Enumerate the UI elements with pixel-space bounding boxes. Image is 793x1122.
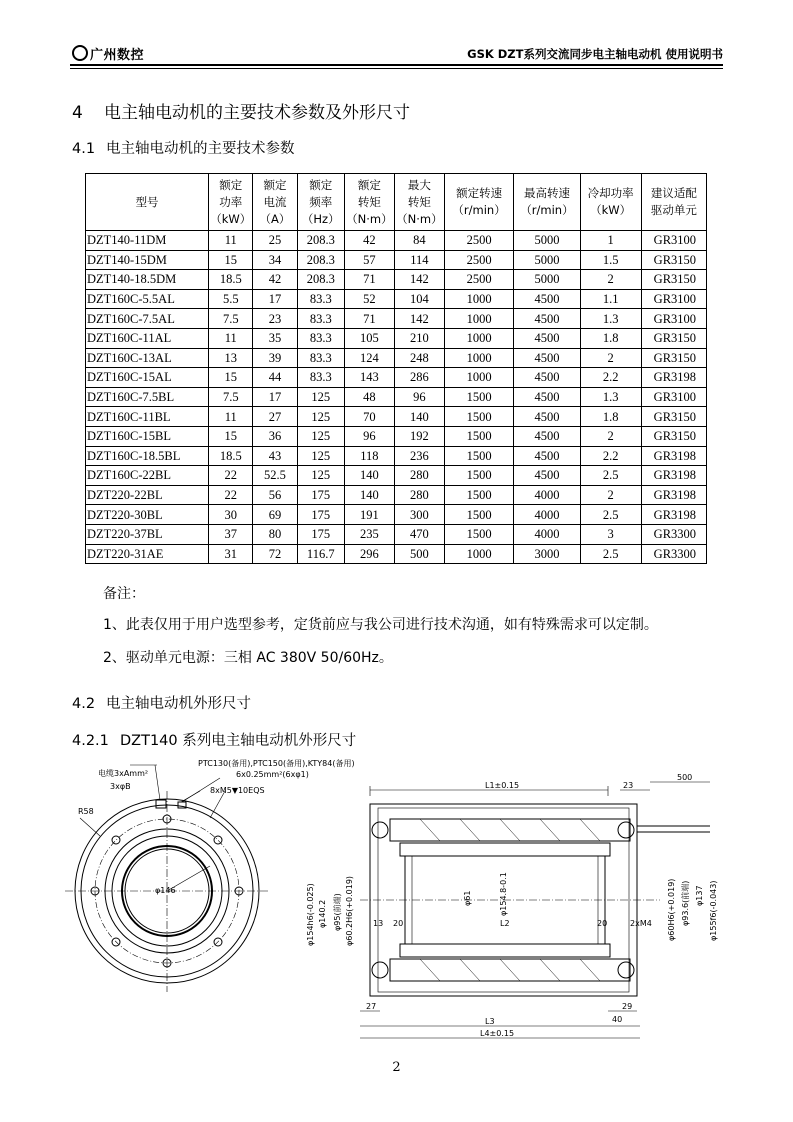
table-cell: 80 [253, 524, 297, 544]
note-item-2: 2、驱动单元电源：三相 AC 380V 50/60Hz。 [103, 650, 393, 666]
table-cell: 142 [394, 309, 444, 329]
table-cell: 116.7 [297, 544, 344, 564]
cell-driver: GR3198 [641, 466, 706, 486]
table-cell: 2500 [444, 250, 513, 270]
table-cell: 3000 [514, 544, 580, 564]
table-cell: 13 [209, 348, 253, 368]
table-row [86, 466, 707, 486]
table-cell: 1000 [444, 289, 513, 309]
table-cell: 83.3 [297, 368, 344, 388]
label-power-dia: 3xφB [110, 782, 131, 791]
table-cell: 125 [297, 407, 344, 427]
table-cell: 37 [209, 524, 253, 544]
label-phi936: φ93.6(前端) [681, 880, 690, 926]
table-cell: 143 [344, 368, 394, 388]
table-cell: 4500 [514, 466, 580, 486]
table-row [86, 446, 707, 466]
cell-model: DZT160C-11AL [86, 328, 209, 348]
table-cell: 30 [209, 505, 253, 525]
label-13: 13 [373, 919, 384, 928]
table-cell: 280 [394, 485, 444, 505]
table-cell: 5000 [514, 270, 580, 290]
cell-driver: GR3300 [641, 524, 706, 544]
table-cell: 235 [344, 524, 394, 544]
table-cell: 48 [344, 387, 394, 407]
cell-model: DZT140-15DM [86, 250, 209, 270]
table-cell: 1 [580, 231, 641, 251]
note-item-1: 1、此表仅用于用户选型参考，定货前应与我公司进行技术沟通，如有特殊需求可以定制。 [103, 617, 658, 633]
table-cell: 3 [580, 524, 641, 544]
cell-model: DZT160C-11BL [86, 407, 209, 427]
table-cell: 1500 [444, 426, 513, 446]
table-cell: 15 [209, 250, 253, 270]
table-cell: 1000 [444, 348, 513, 368]
table-cell: 1000 [444, 544, 513, 564]
table-cell: 140 [394, 407, 444, 427]
table-cell: 18.5 [209, 446, 253, 466]
col-max-torque: 最大 转矩 （N·m） [394, 174, 444, 231]
table-cell: 5.5 [209, 289, 253, 309]
cell-driver: GR3150 [641, 348, 706, 368]
label-phi95: φ95(前端) [333, 893, 342, 931]
table-cell: 2.5 [580, 544, 641, 564]
table-cell: 83.3 [297, 348, 344, 368]
table-cell: 208.3 [297, 270, 344, 290]
table-cell: 56 [253, 485, 297, 505]
table-row [86, 328, 707, 348]
table-cell: 4500 [514, 348, 580, 368]
table-row [86, 309, 707, 329]
table-cell: 175 [297, 485, 344, 505]
table-cell: 4500 [514, 387, 580, 407]
table-cell: 1500 [444, 466, 513, 486]
table-cell: 52 [344, 289, 394, 309]
table-cell: 4000 [514, 505, 580, 525]
spec-table [85, 173, 707, 564]
table-cell: 22 [209, 466, 253, 486]
label-l3: L3 [485, 1017, 495, 1026]
table-cell: 15 [209, 368, 253, 388]
gsk-logo-icon [72, 45, 88, 61]
table-row [86, 289, 707, 309]
table-cell: 71 [344, 270, 394, 290]
table-cell: 5000 [514, 250, 580, 270]
cell-model: DZT160C-22BL [86, 466, 209, 486]
table-row [86, 505, 707, 525]
table-cell: 1500 [444, 485, 513, 505]
table-cell: 18.5 [209, 270, 253, 290]
label-phi154h6: φ154h6(-0.025) [306, 883, 315, 946]
table-cell: 43 [253, 446, 297, 466]
table-cell: 210 [394, 328, 444, 348]
table-cell: 124 [344, 348, 394, 368]
table-cell: 71 [344, 309, 394, 329]
table-row [86, 485, 707, 505]
table-cell: 2 [580, 426, 641, 446]
table-cell: 208.3 [297, 231, 344, 251]
header-rule [70, 64, 723, 66]
label-phi60h6: φ60H6(+0.019) [667, 878, 676, 941]
table-cell: 280 [394, 466, 444, 486]
label-20a: 20 [393, 919, 404, 928]
table-cell: 27 [253, 407, 297, 427]
table-cell: 44 [253, 368, 297, 388]
table-cell: 2500 [444, 231, 513, 251]
table-cell: 1.1 [580, 289, 641, 309]
table-cell: 83.3 [297, 309, 344, 329]
table-cell: 11 [209, 231, 253, 251]
table-cell: 2.5 [580, 505, 641, 525]
table-cell: 1.8 [580, 407, 641, 427]
cell-driver: GR3150 [641, 328, 706, 348]
label-l4: L4±0.15 [480, 1029, 515, 1038]
table-cell: 248 [394, 348, 444, 368]
table-row [86, 426, 707, 446]
col-speed: 额定转速 （r/min） [444, 174, 513, 231]
table-cell: 300 [394, 505, 444, 525]
cell-model: DZT160C-15BL [86, 426, 209, 446]
table-cell: 2.5 [580, 466, 641, 486]
table-cell: 125 [297, 426, 344, 446]
table-cell: 83.3 [297, 328, 344, 348]
cell-model: DZT160C-5.5AL [86, 289, 209, 309]
label-r58: R58 [78, 807, 94, 816]
table-cell: 42 [253, 270, 297, 290]
table-cell: 52.5 [253, 466, 297, 486]
table-cell: 118 [344, 446, 394, 466]
table-cell: 1500 [444, 387, 513, 407]
table-cell: 5000 [514, 231, 580, 251]
table-cell: 1500 [444, 407, 513, 427]
table-row [86, 250, 707, 270]
table-cell: 34 [253, 250, 297, 270]
table-cell: 70 [344, 407, 394, 427]
label-screw: 8xM5▼10EQS [210, 786, 265, 795]
table-cell: 125 [297, 466, 344, 486]
manual-title: GSK DZT系列交流同步电主轴电动机 使用说明书 [467, 47, 723, 61]
table-cell: 114 [394, 250, 444, 270]
table-cell: 470 [394, 524, 444, 544]
table-cell: 2 [580, 270, 641, 290]
table-cell: 17 [253, 387, 297, 407]
label-phi155: φ155f6(-0.043) [709, 880, 718, 941]
table-cell: 4500 [514, 309, 580, 329]
col-cooling: 冷却功率 （kW） [580, 174, 641, 231]
label-power-wire: 电缆3xAmm² [98, 769, 149, 778]
table-cell: 208.3 [297, 250, 344, 270]
table-cell: 72 [253, 544, 297, 564]
table-cell: 175 [297, 524, 344, 544]
cell-model: DZT140-11DM [86, 231, 209, 251]
table-cell: 140 [344, 466, 394, 486]
section-heading-4: 4 电主轴电动机的主要技术参数及外形尺寸 [72, 103, 410, 123]
table-cell: 2 [580, 485, 641, 505]
label-l1: L1±0.15 [485, 781, 520, 790]
table-cell: 2 [580, 348, 641, 368]
table-cell: 83.3 [297, 289, 344, 309]
table-cell: 4000 [514, 485, 580, 505]
table-cell: 1500 [444, 505, 513, 525]
table-cell: 1.3 [580, 309, 641, 329]
table-cell: 125 [297, 387, 344, 407]
table-cell: 4500 [514, 407, 580, 427]
table-cell: 1500 [444, 446, 513, 466]
cell-driver: GR3198 [641, 446, 706, 466]
label-20b: 20 [597, 919, 608, 928]
label-phi137: φ137 [695, 885, 704, 906]
section-heading-4-2-1: 4.2.1 DZT140 系列电主轴电动机外形尺寸 [72, 733, 357, 749]
cell-model: DZT220-30BL [86, 505, 209, 525]
table-row [86, 407, 707, 427]
table-cell: 296 [344, 544, 394, 564]
table-cell: 57 [344, 250, 394, 270]
cell-model: DZT160C-18.5BL [86, 446, 209, 466]
table-cell: 42 [344, 231, 394, 251]
table-cell: 1.8 [580, 328, 641, 348]
table-cell: 25 [253, 231, 297, 251]
label-ptc: PTC130(备用),PTC150(备用),KTY84(备用) [198, 759, 355, 768]
table-cell: 142 [394, 270, 444, 290]
table-cell: 1.5 [580, 250, 641, 270]
table-cell: 4500 [514, 328, 580, 348]
table-cell: 1.3 [580, 387, 641, 407]
notes-title: 备注： [103, 586, 145, 602]
cell-model: DZT160C-13AL [86, 348, 209, 368]
table-cell: 175 [297, 505, 344, 525]
cell-model: DZT140-18.5DM [86, 270, 209, 290]
table-cell: 1000 [444, 309, 513, 329]
table-cell: 11 [209, 328, 253, 348]
table-cell: 22 [209, 485, 253, 505]
table-cell: 125 [297, 446, 344, 466]
cell-driver: GR3100 [641, 309, 706, 329]
table-cell: 4500 [514, 426, 580, 446]
table-cell: 4500 [514, 289, 580, 309]
col-model: 型号 [86, 174, 209, 231]
table-cell: 1000 [444, 328, 513, 348]
brand-logo: 广州数控 [72, 44, 144, 63]
table-cell: 39 [253, 348, 297, 368]
table-cell: 1500 [444, 524, 513, 544]
table-cell: 500 [394, 544, 444, 564]
table-cell: 2.2 [580, 368, 641, 388]
header-rule-thin [70, 68, 723, 69]
cell-driver: GR3198 [641, 368, 706, 388]
label-500: 500 [677, 773, 693, 782]
col-torque: 额定 转矩 （N·m） [344, 174, 394, 231]
cell-driver: GR3150 [641, 426, 706, 446]
col-current: 额定 电流 （A） [253, 174, 297, 231]
table-header-row [86, 174, 707, 231]
table-row [86, 544, 707, 564]
label-m4: 2xM4 [630, 919, 652, 928]
label-phi602: φ60.2H6(+0.019) [345, 875, 354, 946]
table-row [86, 368, 707, 388]
cell-driver: GR3150 [641, 250, 706, 270]
section-heading-4-2: 4.2 电主轴电动机外形尺寸 [72, 696, 251, 712]
label-l2: L2 [500, 919, 510, 928]
table-row [86, 270, 707, 290]
label-wire6: 6x0.25mm²(6xφ1) [236, 770, 309, 779]
cell-model: DZT160C-15AL [86, 368, 209, 388]
table-cell: 2500 [444, 270, 513, 290]
table-cell: 11 [209, 407, 253, 427]
table-cell: 96 [394, 387, 444, 407]
label-phi61: φ61 [463, 890, 472, 906]
table-cell: 236 [394, 446, 444, 466]
table-cell: 35 [253, 328, 297, 348]
table-cell: 7.5 [209, 309, 253, 329]
cell-driver: GR3100 [641, 387, 706, 407]
cell-model: DZT160C-7.5BL [86, 387, 209, 407]
cell-driver: GR3100 [641, 289, 706, 309]
col-max-speed: 最高转速 （r/min） [514, 174, 580, 231]
cell-model: DZT160C-7.5AL [86, 309, 209, 329]
table-cell: 4000 [514, 524, 580, 544]
table-cell: 36 [253, 426, 297, 446]
section-heading-4-1: 4.1 电主轴电动机的主要技术参数 [72, 141, 295, 157]
table-cell: 286 [394, 368, 444, 388]
label-23: 23 [623, 781, 634, 790]
cell-driver: GR3300 [641, 544, 706, 564]
table-cell: 4500 [514, 446, 580, 466]
cell-driver: GR3198 [641, 505, 706, 525]
table-row [86, 231, 707, 251]
col-frequency: 额定 频率 （Hz） [297, 174, 344, 231]
page-number: 2 [392, 1060, 401, 1075]
label-27: 27 [366, 1002, 377, 1011]
col-power: 额定 功率 （kW） [209, 174, 253, 231]
label-29: 29 [622, 1002, 633, 1011]
table-cell: 1000 [444, 368, 513, 388]
cell-model: DZT220-31AE [86, 544, 209, 564]
table-row [86, 524, 707, 544]
table-cell: 84 [394, 231, 444, 251]
table-cell: 7.5 [209, 387, 253, 407]
table-cell: 23 [253, 309, 297, 329]
table-cell: 140 [344, 485, 394, 505]
table-cell: 105 [344, 328, 394, 348]
label-d146: φ146 [155, 886, 176, 895]
table-cell: 96 [344, 426, 394, 446]
dimension-drawing [60, 756, 740, 1051]
label-phi1402: φ140.2 [318, 899, 327, 928]
label-40: 40 [612, 1015, 623, 1024]
table-cell: 15 [209, 426, 253, 446]
cell-driver: GR3150 [641, 270, 706, 290]
table-cell: 192 [394, 426, 444, 446]
table-cell: 17 [253, 289, 297, 309]
table-row [86, 348, 707, 368]
table-body [86, 231, 707, 564]
table-cell: 104 [394, 289, 444, 309]
table-cell: 4500 [514, 368, 580, 388]
cell-model: DZT220-37BL [86, 524, 209, 544]
cell-driver: GR3198 [641, 485, 706, 505]
end-view [65, 765, 270, 992]
label-phi1548: φ154.8-0.1 [499, 872, 508, 916]
table-cell: 2.2 [580, 446, 641, 466]
cell-driver: GR3100 [641, 231, 706, 251]
table-cell: 69 [253, 505, 297, 525]
section-view [360, 782, 710, 1038]
table-cell: 191 [344, 505, 394, 525]
cell-driver: GR3150 [641, 407, 706, 427]
table-row [86, 387, 707, 407]
cell-model: DZT220-22BL [86, 485, 209, 505]
col-driver: 建议适配 驱动单元 [641, 174, 706, 231]
table-cell: 31 [209, 544, 253, 564]
